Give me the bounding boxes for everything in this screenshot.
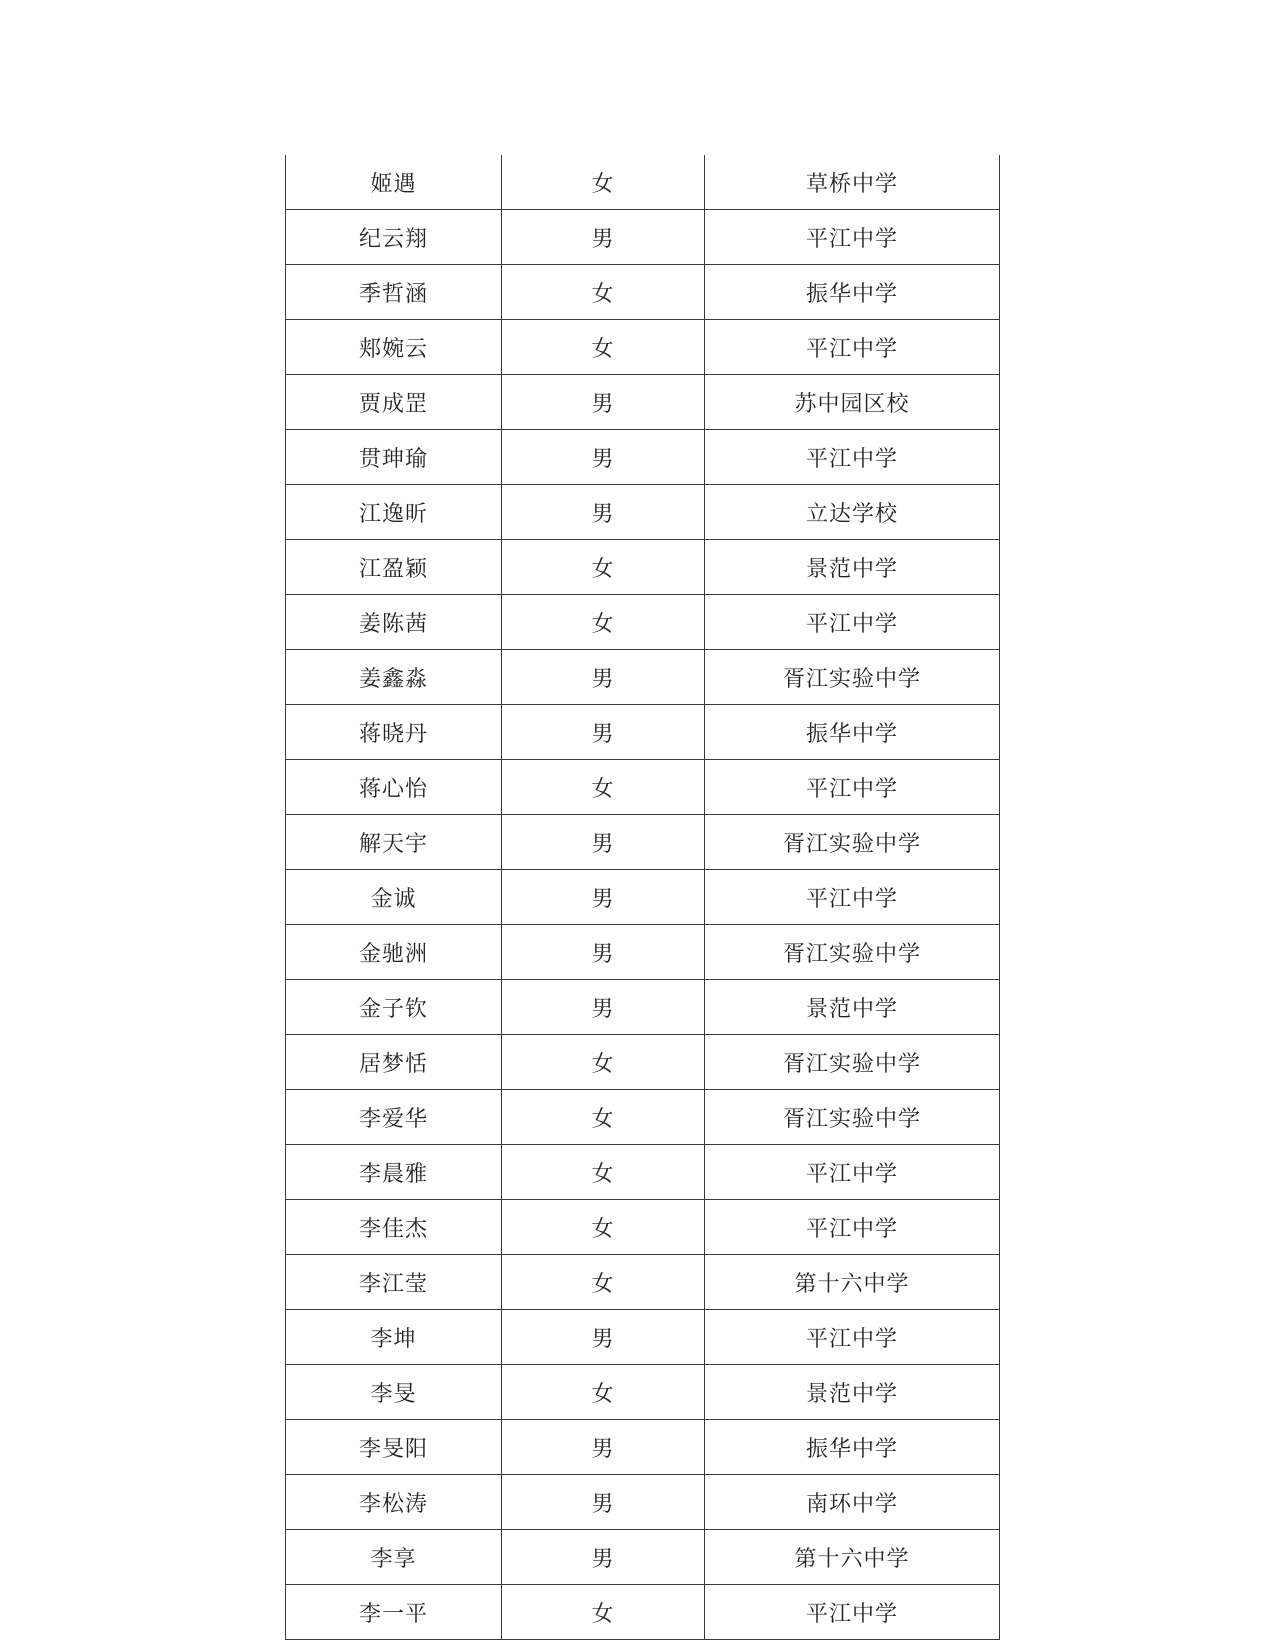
student-name-cell: 姜陈茜 <box>286 595 502 650</box>
gender-cell: 男 <box>502 705 705 760</box>
student-name-cell: 李旻 <box>286 1365 502 1420</box>
student-name-cell: 李旻阳 <box>286 1420 502 1475</box>
school-cell: 平江中学 <box>705 595 1000 650</box>
gender-cell: 男 <box>502 980 705 1035</box>
school-cell: 立达学校 <box>705 485 1000 540</box>
gender-cell: 男 <box>502 210 705 265</box>
student-name-cell: 姬遇 <box>286 155 502 210</box>
table-row <box>286 980 1000 1035</box>
school-cell: 平江中学 <box>705 430 1000 485</box>
table-row <box>286 595 1000 650</box>
school-cell: 平江中学 <box>705 1310 1000 1365</box>
student-name-cell: 贯珅瑜 <box>286 430 502 485</box>
table-row <box>286 815 1000 870</box>
school-cell: 平江中学 <box>705 320 1000 375</box>
student-name-cell: 李坤 <box>286 1310 502 1365</box>
gender-cell: 女 <box>502 595 705 650</box>
table-row <box>286 1530 1000 1585</box>
student-name-cell: 居梦恬 <box>286 1035 502 1090</box>
gender-cell: 女 <box>502 1035 705 1090</box>
school-cell: 平江中学 <box>705 870 1000 925</box>
student-name-cell: 贾成罡 <box>286 375 502 430</box>
table-row <box>286 1255 1000 1310</box>
student-name-cell: 金诚 <box>286 870 502 925</box>
gender-cell: 女 <box>502 1090 705 1145</box>
school-cell: 苏中园区校 <box>705 375 1000 430</box>
school-cell: 振华中学 <box>705 705 1000 760</box>
student-roster-table <box>285 155 1000 1640</box>
gender-cell: 男 <box>502 430 705 485</box>
table-row <box>286 375 1000 430</box>
gender-cell: 男 <box>502 1530 705 1585</box>
table-row <box>286 760 1000 815</box>
school-cell: 第十六中学 <box>705 1255 1000 1310</box>
table-row <box>286 320 1000 375</box>
table-row <box>286 1035 1000 1090</box>
gender-cell: 男 <box>502 815 705 870</box>
student-name-cell: 李享 <box>286 1530 502 1585</box>
table-row <box>286 1585 1000 1640</box>
school-cell: 胥江实验中学 <box>705 1090 1000 1145</box>
gender-cell: 男 <box>502 650 705 705</box>
school-cell: 平江中学 <box>705 1145 1000 1200</box>
table-row <box>286 925 1000 980</box>
student-name-cell: 李爱华 <box>286 1090 502 1145</box>
table-row <box>286 1145 1000 1200</box>
table-row <box>286 540 1000 595</box>
student-name-cell: 李晨雅 <box>286 1145 502 1200</box>
student-name-cell: 金驰洲 <box>286 925 502 980</box>
school-cell: 胥江实验中学 <box>705 815 1000 870</box>
table-row <box>286 1200 1000 1255</box>
school-cell: 平江中学 <box>705 1200 1000 1255</box>
gender-cell: 男 <box>502 1420 705 1475</box>
gender-cell: 女 <box>502 1200 705 1255</box>
school-cell: 第十六中学 <box>705 1530 1000 1585</box>
student-name-cell: 金子钦 <box>286 980 502 1035</box>
table-row <box>286 1310 1000 1365</box>
student-name-cell: 纪云翔 <box>286 210 502 265</box>
school-cell: 胥江实验中学 <box>705 925 1000 980</box>
student-name-cell: 郏婉云 <box>286 320 502 375</box>
student-name-cell: 姜鑫淼 <box>286 650 502 705</box>
gender-cell: 女 <box>502 1255 705 1310</box>
gender-cell: 女 <box>502 320 705 375</box>
gender-cell: 女 <box>502 1145 705 1200</box>
table-row <box>286 485 1000 540</box>
gender-cell: 女 <box>502 1365 705 1420</box>
student-name-cell: 江盈颖 <box>286 540 502 595</box>
student-name-cell: 李松涛 <box>286 1475 502 1530</box>
table-row <box>286 265 1000 320</box>
school-cell: 振华中学 <box>705 1420 1000 1475</box>
table-row <box>286 155 1000 210</box>
gender-cell: 女 <box>502 265 705 320</box>
student-name-cell: 季哲涵 <box>286 265 502 320</box>
gender-cell: 女 <box>502 1585 705 1640</box>
table-row <box>286 650 1000 705</box>
school-cell: 草桥中学 <box>705 155 1000 210</box>
school-cell: 景范中学 <box>705 1365 1000 1420</box>
student-name-cell: 解天宇 <box>286 815 502 870</box>
gender-cell: 男 <box>502 1310 705 1365</box>
school-cell: 振华中学 <box>705 265 1000 320</box>
student-name-cell: 李江莹 <box>286 1255 502 1310</box>
table-row <box>286 705 1000 760</box>
roster-body <box>286 155 1000 1640</box>
gender-cell: 女 <box>502 760 705 815</box>
student-name-cell: 李一平 <box>286 1585 502 1640</box>
gender-cell: 男 <box>502 925 705 980</box>
school-cell: 平江中学 <box>705 210 1000 265</box>
school-cell: 平江中学 <box>705 760 1000 815</box>
school-cell: 平江中学 <box>705 1585 1000 1640</box>
school-cell: 南环中学 <box>705 1475 1000 1530</box>
school-cell: 胥江实验中学 <box>705 1035 1000 1090</box>
table-row <box>286 870 1000 925</box>
table-row <box>286 430 1000 485</box>
table-row <box>286 210 1000 265</box>
gender-cell: 男 <box>502 870 705 925</box>
school-cell: 胥江实验中学 <box>705 650 1000 705</box>
gender-cell: 男 <box>502 375 705 430</box>
table-row <box>286 1090 1000 1145</box>
gender-cell: 男 <box>502 485 705 540</box>
gender-cell: 男 <box>502 1475 705 1530</box>
student-name-cell: 江逸昕 <box>286 485 502 540</box>
school-cell: 景范中学 <box>705 540 1000 595</box>
gender-cell: 女 <box>502 540 705 595</box>
table-row <box>286 1420 1000 1475</box>
table-row <box>286 1475 1000 1530</box>
student-name-cell: 李佳杰 <box>286 1200 502 1255</box>
gender-cell: 女 <box>502 155 705 210</box>
student-name-cell: 蒋晓丹 <box>286 705 502 760</box>
school-cell: 景范中学 <box>705 980 1000 1035</box>
table-row <box>286 1365 1000 1420</box>
student-name-cell: 蒋心怡 <box>286 760 502 815</box>
